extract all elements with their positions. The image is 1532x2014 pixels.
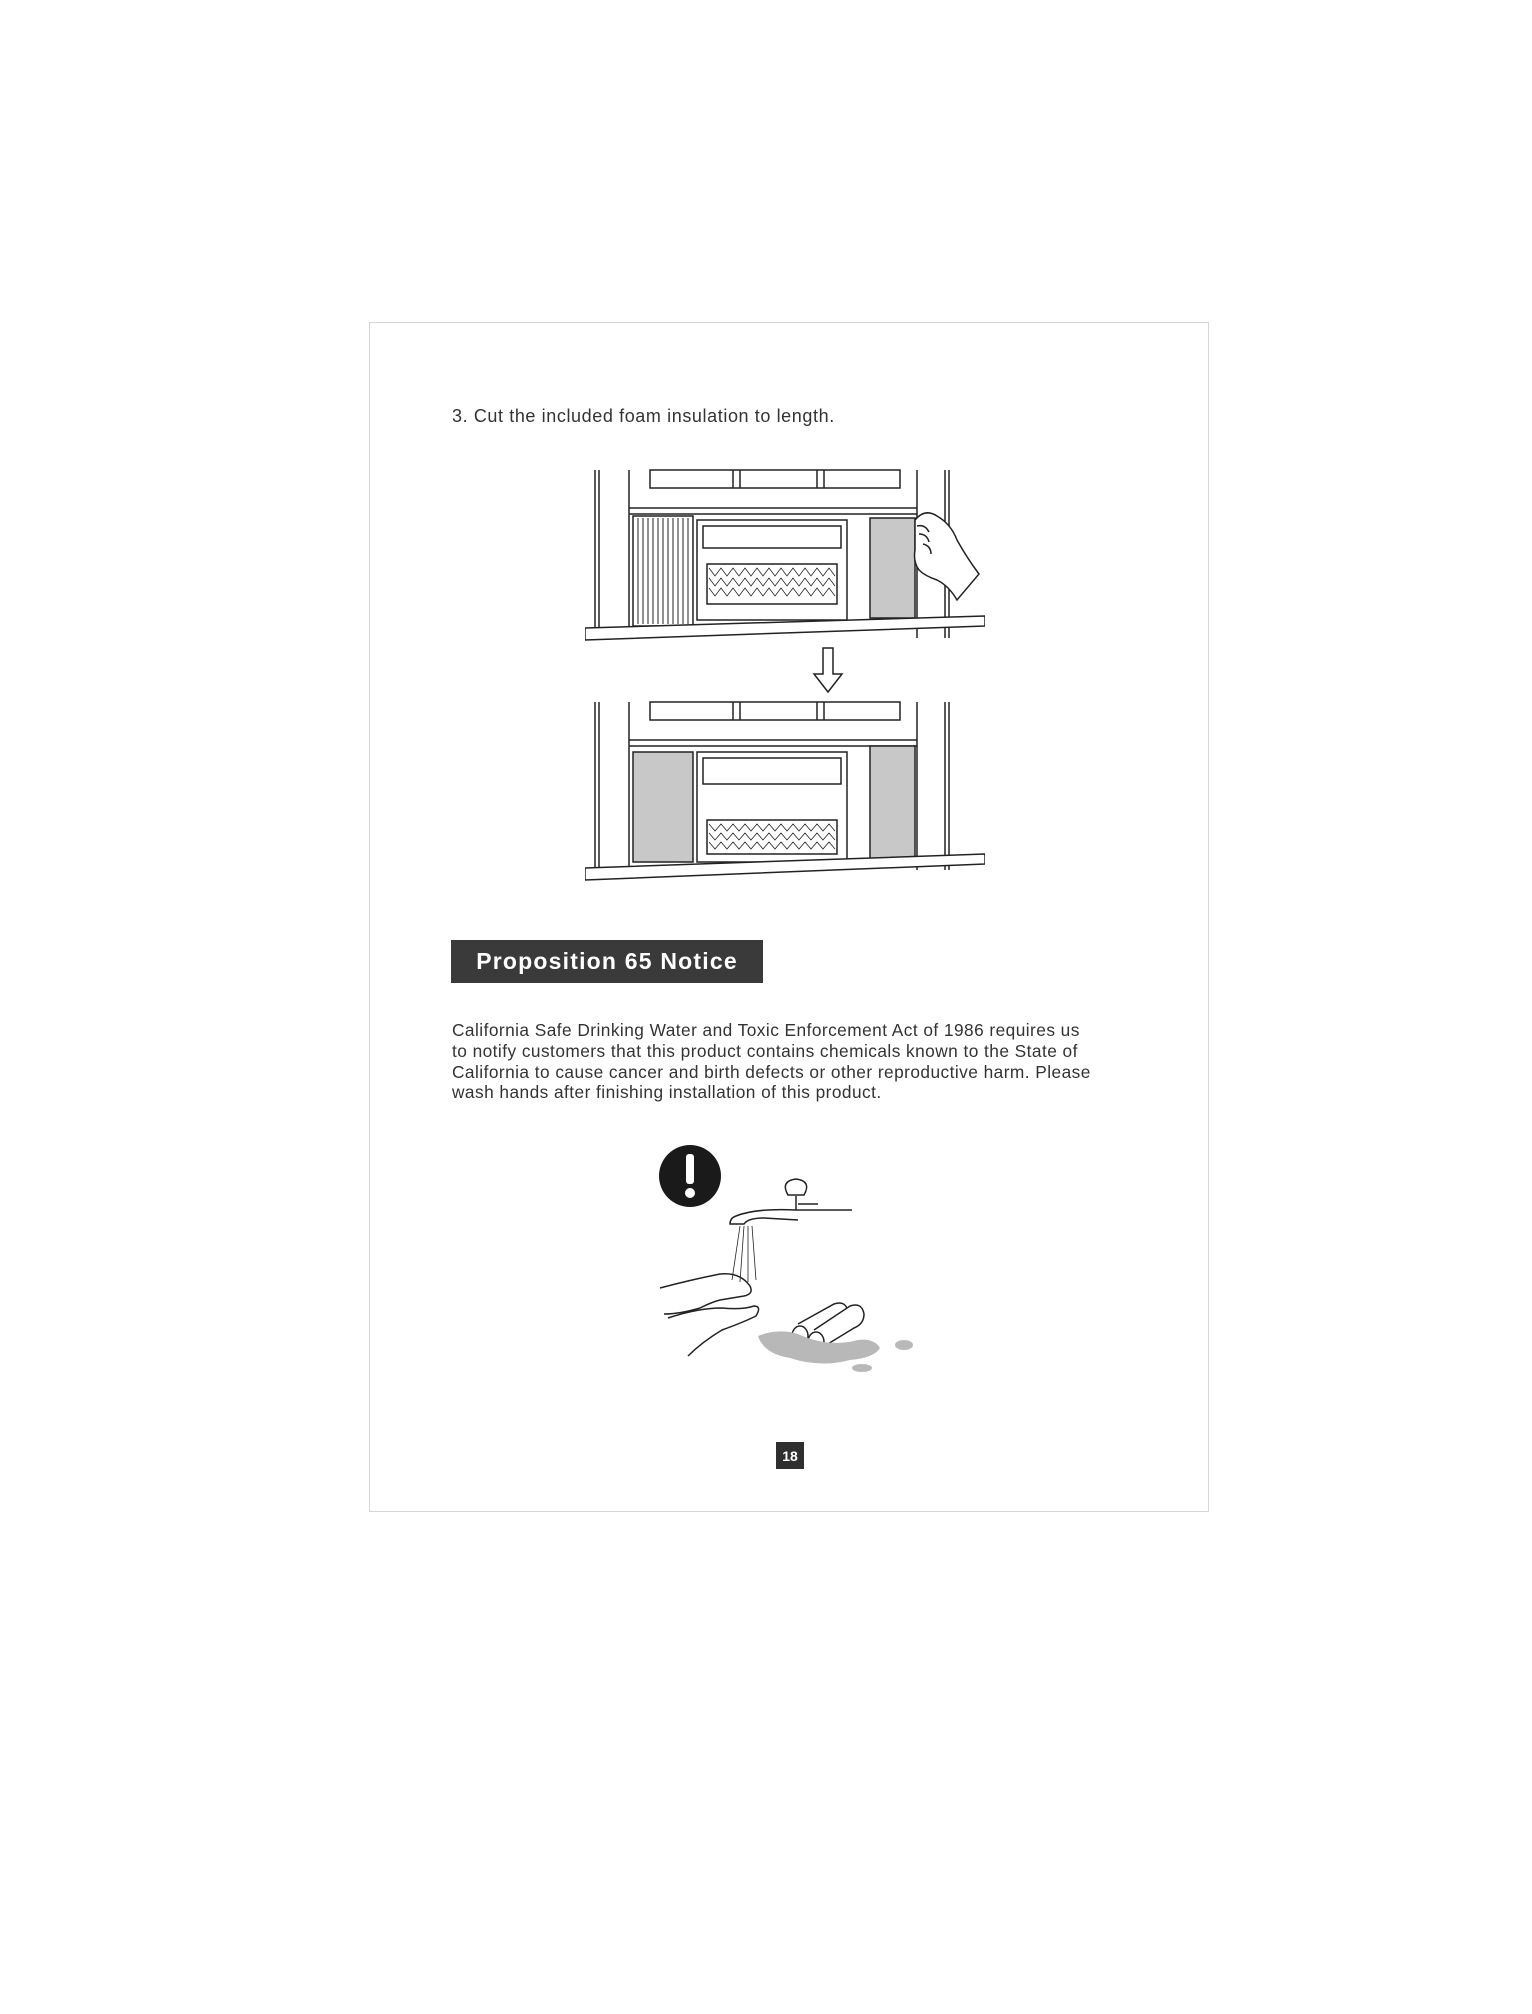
warning-icon	[659, 1145, 721, 1207]
proposition-65-body: California Safe Drinking Water and Toxic Enforcement Act of 1986 requires us to notify customers that this product contains chemicals known to the State of California to cause cancer and birth defects or other reproductive harm. Please wash hands after finishing installation of this product.	[452, 1020, 1091, 1103]
proposition-65-heading-bar	[451, 940, 763, 983]
down-arrow-icon	[812, 646, 844, 696]
page-number: 18	[776, 1442, 804, 1469]
proposition-65-heading: Proposition 65 Notice	[476, 948, 738, 974]
window-ac-after-illustration	[585, 700, 985, 890]
window-ac-before-illustration	[585, 468, 985, 658]
step-3-text: 3. Cut the included foam insulation to length.	[452, 406, 835, 426]
hand-washing-illustration	[648, 1140, 938, 1380]
